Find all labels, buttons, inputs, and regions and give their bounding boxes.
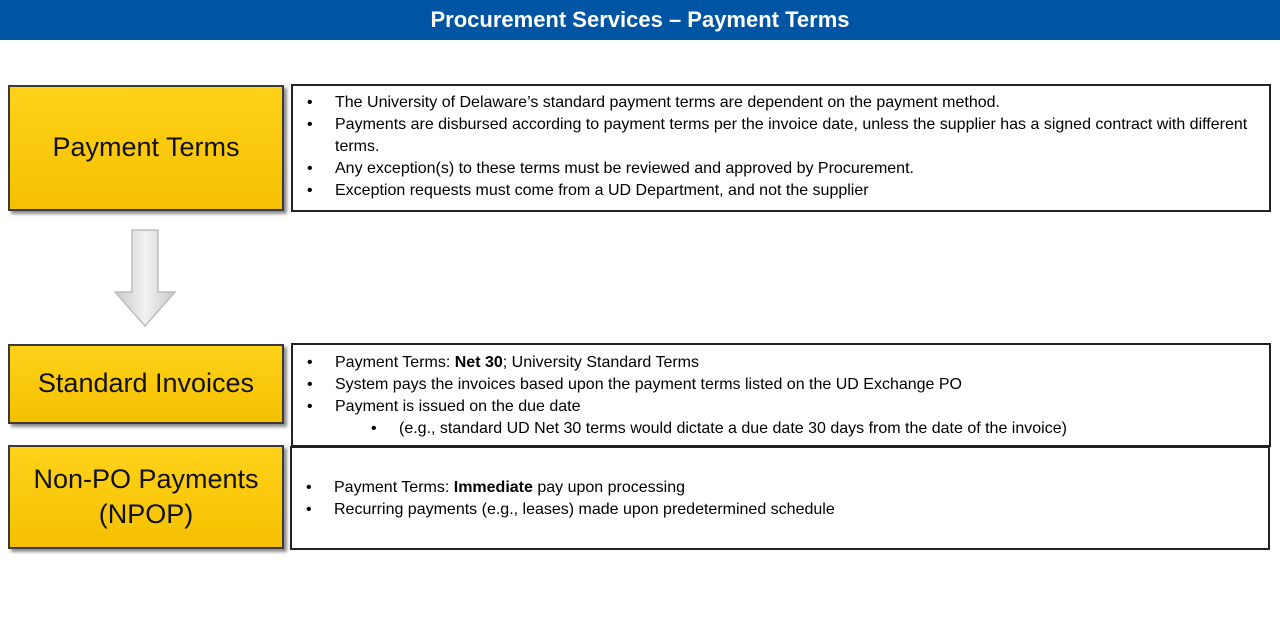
bullet-text-emphasis: Net 30 xyxy=(454,354,503,371)
list-item xyxy=(292,477,1254,499)
payment-terms-label-box xyxy=(8,85,284,211)
sub-list-item: • (e.g., standard UD Net 30 terms would dictate a due date 30 days from the date of the invoice) xyxy=(293,418,1255,440)
standard-invoices-bullet-list xyxy=(293,352,1255,440)
list-item: • Payments are disbursed according to payment terms per the invoice date, unless the supplier has a signed contract with different terms. xyxy=(293,114,1255,158)
list-item xyxy=(293,352,1255,374)
list-item: • Payment is issued on the due date xyxy=(293,396,1255,418)
list-item: • The University of Delaware’s standard payment terms are dependent on the payment method. xyxy=(293,92,1255,114)
payment-terms-label: Payment Terms xyxy=(52,132,240,163)
payment-terms-bullet-list xyxy=(293,92,1255,202)
bullet-text-suffix: pay upon processing xyxy=(532,479,685,496)
bullet-text-prefix: Payment Terms: xyxy=(334,479,454,496)
page-header xyxy=(0,0,1280,40)
list-item: • System pays the invoices based upon the payment terms listed on the UD Exchange PO xyxy=(293,374,1255,396)
page-title: Procurement Services – Payment Terms xyxy=(430,7,850,32)
npop-bullet-list xyxy=(292,477,1254,521)
npop-label-line1: Non-PO Payments xyxy=(33,463,259,494)
list-item: • Exception requests must come from a UD Department, and not the supplier xyxy=(293,180,1255,202)
standard-invoices-details xyxy=(291,343,1271,447)
bullet-text-prefix: Payment Terms: xyxy=(335,354,455,371)
payment-terms-details xyxy=(291,84,1271,212)
down-arrow-icon xyxy=(112,228,178,328)
standard-invoices-label-box xyxy=(8,344,284,424)
list-item: • Any exception(s) to these terms must be reviewed and approved by Procurement. xyxy=(293,158,1255,180)
npop-details xyxy=(290,446,1270,550)
bullet-text-suffix: ; University Standard Terms xyxy=(502,354,699,371)
standard-invoices-label: Standard Invoices xyxy=(37,368,255,399)
list-item: • Recurring payments (e.g., leases) made upon predetermined schedule xyxy=(292,499,1254,521)
bullet-text-emphasis: Immediate xyxy=(453,479,533,496)
npop-label-box xyxy=(8,445,284,549)
npop-label-line2: (NPOP) xyxy=(98,499,194,529)
